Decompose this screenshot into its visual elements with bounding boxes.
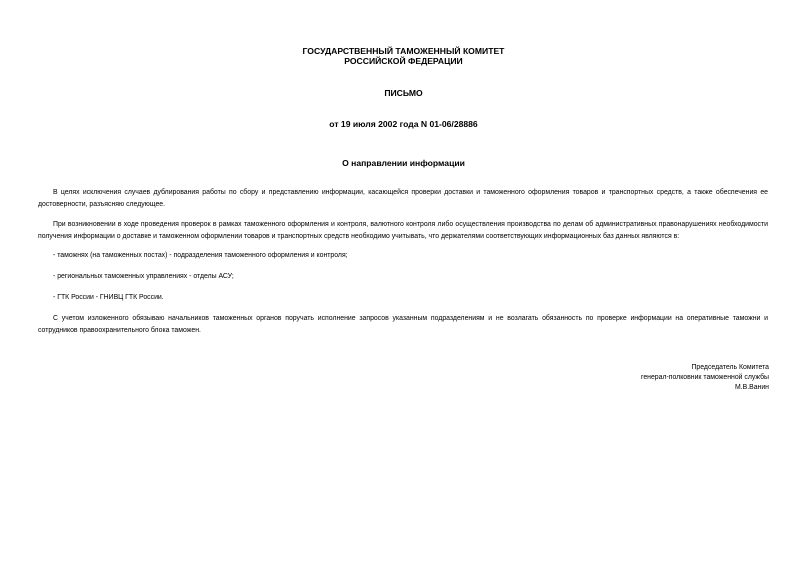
body-paragraph-1: В целях исключения случаев дублирования работы по сбору и представлению информации, касающейся проверки доставки и таможенного оформления товаров и транспортных средств, а также обеспечения ее достоверности, разъясняю следующее. bbox=[38, 189, 768, 208]
document-date-number: от 19 июля 2002 года N 01-06/28886 bbox=[329, 119, 478, 129]
list-item-gtk-russia: - ГТК России - ГНИВЦ ГТК России. bbox=[53, 294, 164, 301]
signature-position: Председатель Комитета bbox=[691, 364, 769, 371]
signature-name: М.В.Ванин bbox=[734, 384, 769, 391]
list-item-regional-administrations: - региональных таможенных управлениях - отделы АСУ; bbox=[53, 273, 234, 280]
document-type: ПИСЬМО bbox=[384, 88, 423, 98]
list-item-customs-posts: - таможнях (на таможенных постах) - подразделения таможенного оформления и контроля; bbox=[53, 252, 348, 259]
organization-line-2: РОССИЙСКОЙ ФЕДЕРАЦИИ bbox=[344, 56, 463, 66]
signature-block bbox=[469, 363, 769, 393]
issuing-organization bbox=[0, 46, 807, 66]
document-subject: О направлении информации bbox=[342, 158, 465, 168]
signature-rank: генерал-полковник таможенной службы bbox=[640, 374, 769, 381]
body-paragraph-2: При возникновении в ходе проведения проверок в рамках таможенного оформления и контроля, валютного контроля либо осуществления производства по делам об административных правонарушениях необходимости получения информации о доставке и таможенном оформлении товаров и транспортных средств необходимо учитывать, что держателями соответствующих информационных баз данных являются в: bbox=[38, 221, 768, 240]
body-paragraph-3: С учетом изложенного обязываю начальников таможенных органов поручать исполнение запросов указанным подразделениям и не возлагать обязанность по проверке информации на оперативные таможни и сотрудников правоохранительного блока таможен. bbox=[38, 315, 768, 334]
organization-line-1: ГОСУДАРСТВЕННЫЙ ТАМОЖЕННЫЙ КОМИТЕТ bbox=[302, 46, 505, 56]
